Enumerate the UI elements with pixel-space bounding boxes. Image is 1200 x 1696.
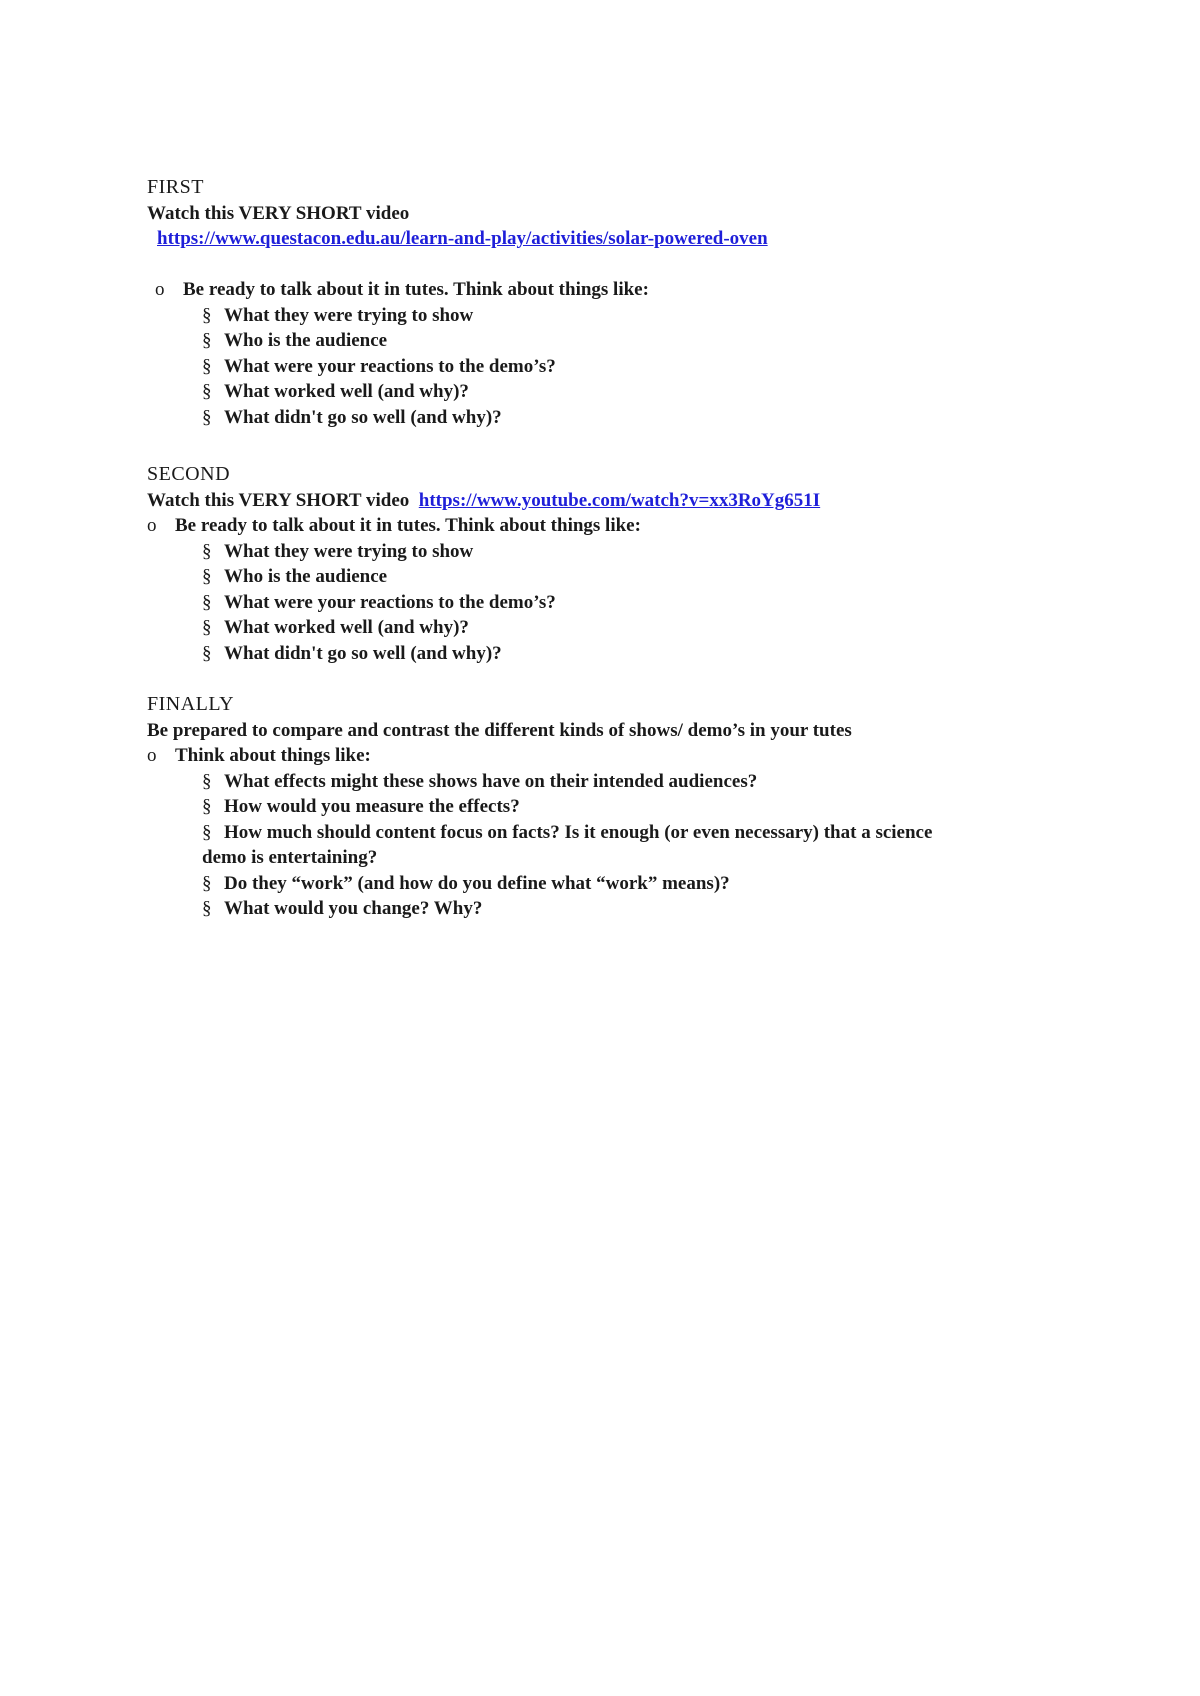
second-sub-list: [147, 539, 1087, 667]
section-mark: §: [202, 406, 212, 428]
first-bullet: [147, 277, 1087, 303]
list-item-text: How would you measure the effects?: [224, 796, 520, 817]
list-item: [147, 641, 1087, 667]
section-heading-finally: FINALLY: [147, 693, 235, 715]
list-item: [147, 820, 1087, 846]
first-bullet-text: Be ready to talk about it in tutes. Think about things like:: [183, 279, 649, 300]
finally-bullet-text: Think about things like:: [175, 745, 371, 766]
finally-sub-list: [147, 769, 1087, 922]
second-bullet-text: Be ready to talk about it in tutes. Think about things like:: [175, 515, 641, 536]
list-item-text: What they were trying to show: [224, 540, 474, 562]
section-mark: §: [202, 872, 212, 894]
list-item: [147, 615, 1087, 641]
section-mark: §: [202, 796, 212, 817]
section-mark: §: [202, 591, 212, 613]
list-item-text: What worked well (and why)?: [224, 617, 469, 638]
list-item-text: Do they “work” (and how do you define what “work” means)?: [224, 872, 730, 894]
list-item-text: What worked well (and why)?: [224, 381, 469, 402]
section-second: [147, 462, 1087, 666]
youtube-link[interactable]: https://www.youtube.com/watch?v=xx3RoYg651I: [418, 489, 821, 511]
list-item: [147, 303, 1087, 329]
section-first: [147, 175, 1087, 430]
section-mark: §: [202, 304, 212, 326]
list-item: [147, 354, 1087, 380]
list-item-text: What didn't go so well (and why)?: [224, 406, 502, 428]
list-item: [147, 896, 1087, 922]
bullet-marker: o: [147, 745, 157, 766]
finally-intro: Be prepared to compare and contrast the different kinds of shows/ demo’s in your tutes: [147, 719, 852, 741]
bullet-marker: o: [147, 515, 157, 536]
second-intro-line: [147, 488, 1087, 514]
list-item: [147, 769, 1087, 795]
section-mark: §: [202, 821, 212, 843]
list-item-text: demo is entertaining?: [202, 847, 378, 868]
first-link-line: [147, 226, 1087, 252]
list-item-text: Who is the audience: [224, 330, 388, 351]
list-item: [147, 539, 1087, 565]
section-mark: §: [202, 381, 212, 402]
section-mark: §: [202, 355, 212, 377]
section-heading-first: FIRST: [147, 176, 204, 198]
section-mark: §: [202, 566, 212, 587]
section-finally: [147, 692, 1087, 922]
list-item: [147, 379, 1087, 405]
finally-bullet: [147, 743, 1087, 769]
list-item: [147, 871, 1087, 897]
section-mark: §: [202, 642, 212, 664]
list-item-text: What didn't go so well (and why)?: [224, 642, 502, 664]
list-item: [147, 590, 1087, 616]
list-item-text: What were your reactions to the demo’s?: [224, 591, 556, 613]
section-mark: §: [202, 540, 212, 562]
questacon-link[interactable]: https://www.questacon.edu.au/learn-and-play/activities/solar-powered-oven: [157, 228, 768, 249]
list-item-text: What they were trying to show: [224, 304, 474, 326]
list-item-text: What would you change? Why?: [224, 898, 483, 919]
section-mark: §: [202, 617, 212, 638]
list-item: [147, 405, 1087, 431]
list-item-text: What effects might these shows have on their intended audiences?: [224, 770, 758, 792]
spacer: [147, 252, 1087, 278]
section-mark: §: [202, 330, 212, 351]
section-mark: §: [202, 898, 212, 919]
first-sub-list: [147, 303, 1087, 431]
second-intro: Watch this VERY SHORT video: [147, 489, 410, 511]
list-item: [147, 328, 1087, 354]
first-intro: Watch this VERY SHORT video: [147, 202, 410, 224]
list-item: [147, 794, 1087, 820]
list-item-text: How much should content focus on facts? Is it enough (or even necessary) that a science: [224, 821, 933, 843]
bullet-marker: o: [155, 279, 165, 300]
section-heading-second: SECOND: [147, 463, 231, 485]
second-bullet: [147, 513, 1087, 539]
section-mark: §: [202, 770, 212, 792]
list-item-text: What were your reactions to the demo’s?: [224, 355, 556, 377]
list-item: [147, 564, 1087, 590]
list-item-continuation: [147, 845, 1087, 871]
list-item-text: Who is the audience: [224, 566, 388, 587]
